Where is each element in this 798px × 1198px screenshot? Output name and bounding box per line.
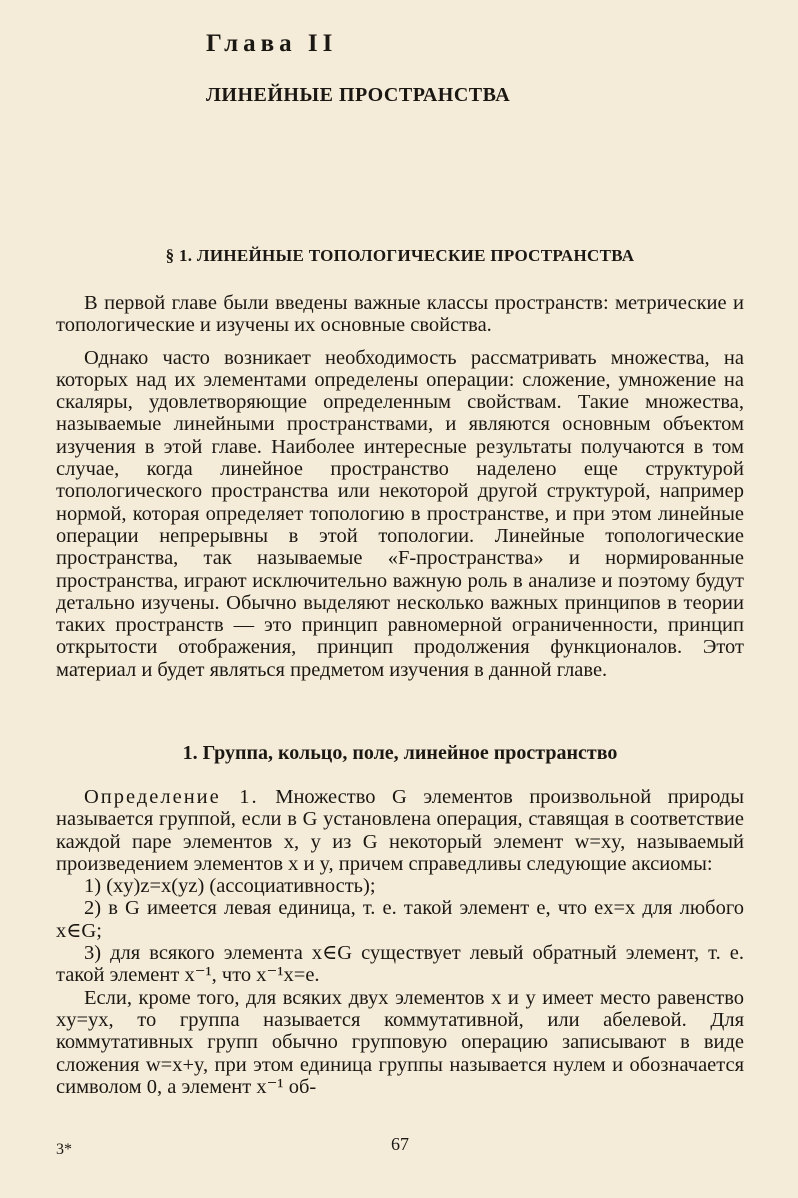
paragraph-2: Однако часто возникает необходимость рассматривать множества, на которых над их элементами определены операции: сложение, умножение на скаляры, удовлетворяющие определенным свойствам. Такие множества, называемые линейными пространствами, и являются основным объектом изучения в этой главе. Наиболее интересные результаты получаются в том случае, когда линейное пространство наделено еще структурой топологического пространства или некоторой другой структурой, например нормой, которая определяет топологию в пространстве, и при этом линейные операции непрерывны в этой топологии. Линейные топологические пространства, так называемые «F-пространства» и нормированные пространства, играют исключительно важную роль в анализе и поэтому будут детально изучены. Обычно выделяют несколько важных принципов в теории таких пространств — это принцип равномерной ограниченности, принцип открытости отображения, принцип продолжения функционалов. Этот материал и будет являться предметом изучения в данной главе.: [56, 346, 744, 681]
definition-block: [56, 786, 744, 1098]
definition-label: Определение 1.: [84, 786, 259, 808]
signature-mark: 3*: [56, 1141, 72, 1158]
axiom-3: 3) для всякого элемента x∈G существует левый обратный элемент, т. е. такой элемент x⁻¹, что x⁻¹x=e.: [56, 942, 744, 987]
chapter-title: ЛИНЕЙНЫЕ ПРОСТРАНСТВА: [206, 84, 511, 106]
intro-text: [56, 292, 744, 681]
subsection-title: 1. Группа, кольцо, поле, линейное пространство: [182, 742, 618, 764]
page-number: 67: [391, 1134, 409, 1154]
paragraph-1: В первой главе были введены важные классы пространств: метрические и топологические и изучены их основные свойства.: [56, 292, 744, 337]
axiom-2: 2) в G имеется левая единица, т. е. такой элемент e, что ex=x для любого x∈G;: [56, 897, 744, 942]
chapter-heading: Глава II: [206, 30, 338, 57]
axiom-1: 1) (xy)z=x(yz) (ассоциативность);: [84, 875, 376, 898]
section-title: § 1. ЛИНЕЙНЫЕ ТОПОЛОГИЧЕСКИЕ ПРОСТРАНСТВА: [165, 246, 635, 265]
definition-paragraph: [56, 786, 744, 875]
paragraph-3: Если, кроме того, для всяких двух элементов x и y имеет место равенство xy=yx, то группа называется коммутативной, или абелевой. Для коммутативных групп обычно групповую операцию записывают в виде сложения w=x+y, при этом единица группы называется нулем и обозначается символом 0, а элемент x⁻¹ об-: [56, 986, 744, 1098]
definition-text: Множество G элементов произвольной природы называется группой, если в G установлена операция, ставящая в соответствие каждой паре элементов x, y из G некоторый элемент w=xy, называемый произведением элементов x и y, причем справедливы следующие аксиомы:: [56, 786, 744, 875]
